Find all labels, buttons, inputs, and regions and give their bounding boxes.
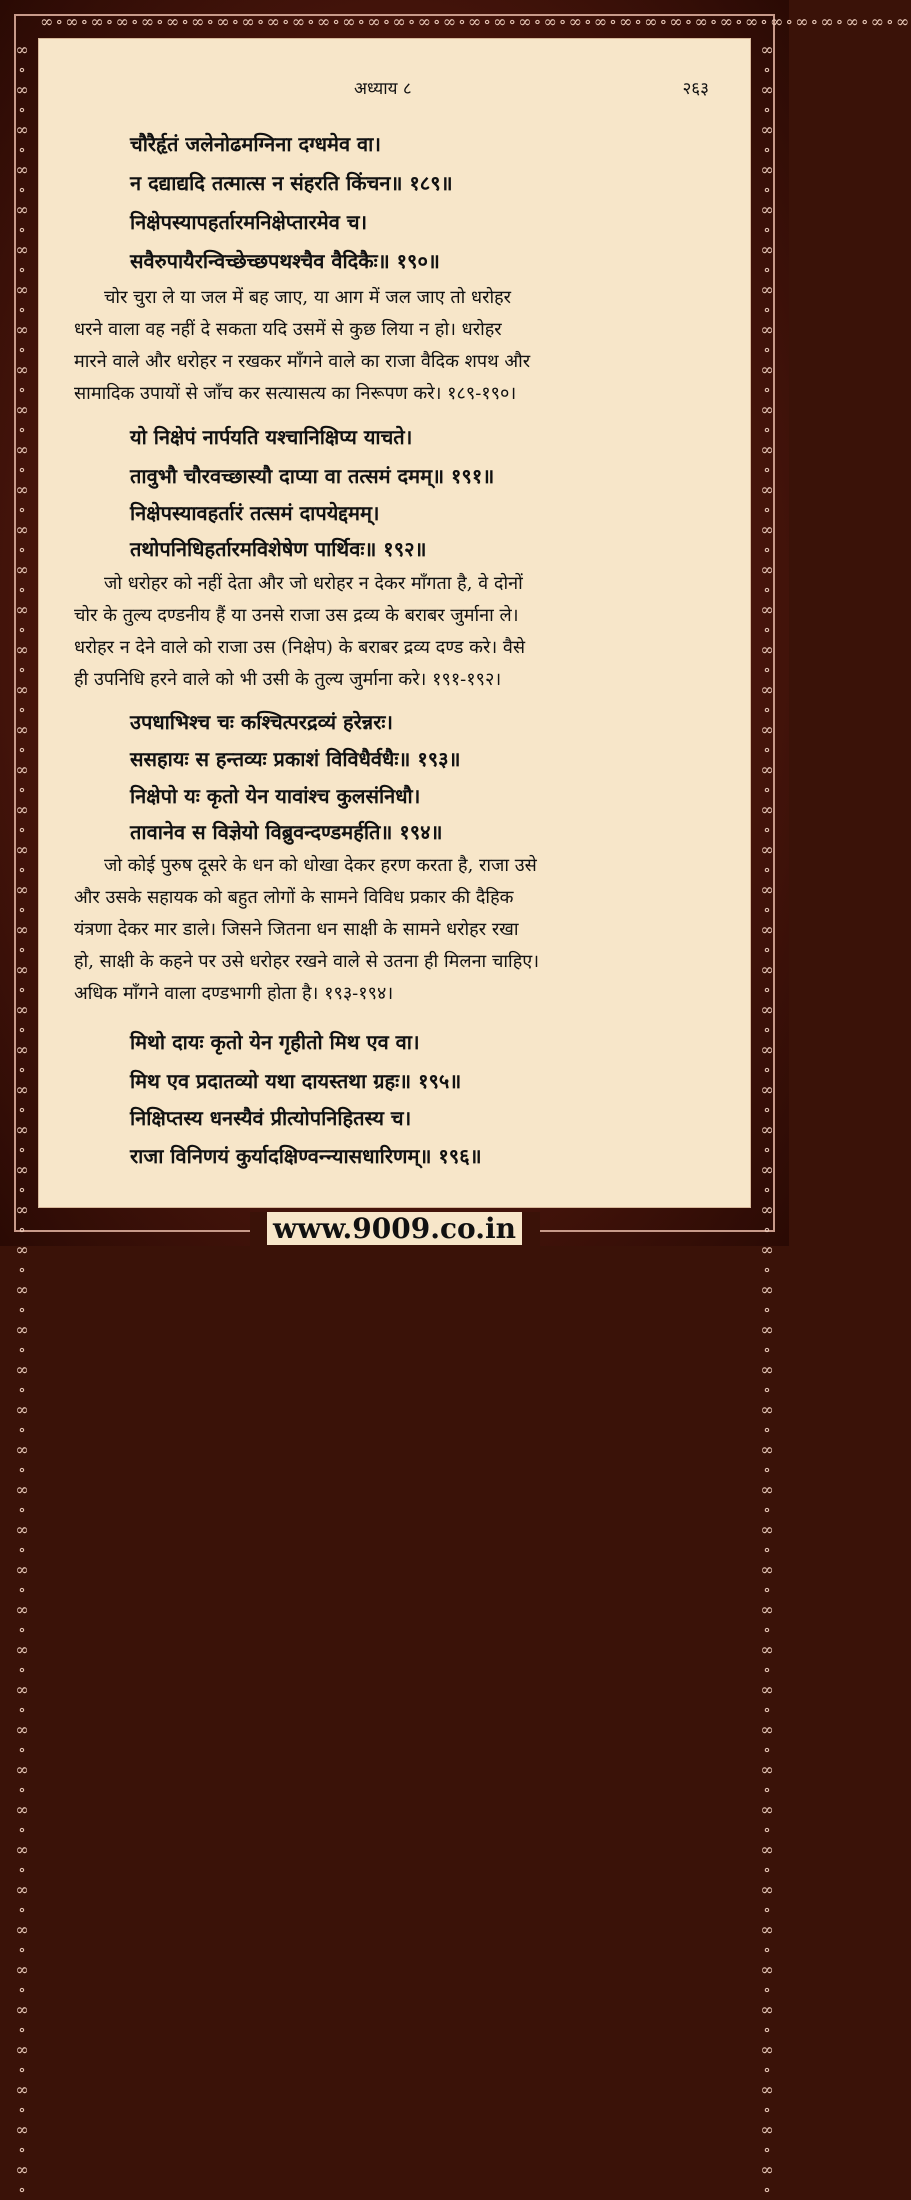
- paragraph-line: जो कोई पुरुष दूसरे के धन को धोखा देकर हरण करता है, राजा उसे: [104, 855, 537, 876]
- paragraph-line: चोर के तुल्य दण्डनीय हैं या उनसे राजा उस द्रव्य के बराबर जुर्माना ले।: [74, 605, 519, 626]
- paragraph-line: चोर चुरा ले या जल में बह जाए, या आग में जल जाए तो धरोहर: [104, 287, 512, 308]
- paragraph-line: ही उपनिधि हरने वाले को भी उसी के तुल्य जुर्माना करे। १९१-१९२।: [74, 669, 502, 690]
- paragraph-line: सामादिक उपायों से जाँच कर सत्यासत्य का निरूपण करे। १८९-१९०।: [74, 383, 517, 404]
- paragraph-line: धरोहर न देने वाले को राजा उस (निक्षेप) के बराबर द्रव्य दण्ड करे। वैसे: [74, 637, 526, 658]
- verse-line: निक्षेपो यः कृतो येन यावांश्च कुलसंनिधौ।: [130, 784, 421, 808]
- paragraph-line: मारने वाले और धरोहर न रखकर माँगने वाले का राजा वैदिक शपथ और: [74, 351, 531, 372]
- paragraph-line: हो, साक्षी के कहने पर उसे धरोहर रखने वाले से उतना ही मिलना चाहिए।: [74, 951, 540, 972]
- paragraph-line: जो धरोहर को नहीं देता और जो धरोहर न देकर माँगता है, वे दोनों: [104, 573, 523, 594]
- paragraph-line: धरने वाला वह नहीं दे सकता यदि उसमें से कुछ लिया न हो। धरोहर: [74, 319, 502, 340]
- book-page: [38, 38, 751, 1208]
- left-ornament-border: ∞∘∞∘∞∘∞∘∞∘∞∘∞∘∞∘∞∘∞∘∞∘∞∘∞∘∞∘∞∘∞∘∞∘∞∘∞∘∞∘∞∘∞∘∞∘∞∘∞∘∞∘∞∘∞∘∞∘∞∘∞∘∞∘∞∘∞∘∞∘∞∘∞∘∞∘∞∘∞∘∞∘∞∘∞∘∞∘∞∘∞∘∞∘∞∘∞∘∞∘∞∘∞∘∞∘∞∘: [15, 40, 29, 2199]
- verse-line: ससहायः स हन्तव्यः प्रकाशं विविधैर्वधैः॥ १९३॥: [130, 747, 461, 771]
- verse-line: उपधाभिश्च चः कश्चित्परद्रव्यं हरेन्नरः।: [130, 710, 394, 734]
- top-ornament-border: ∞∘∞∘∞∘∞∘∞∘∞∘∞∘∞∘∞∘∞∘∞∘∞∘∞∘∞∘∞∘∞∘∞∘∞∘∞∘∞∘∞∘∞∘∞∘∞∘∞∘∞∘∞∘∞∘∞∘∞∘∞∘∞∘∞∘∞∘∞: [40, 12, 911, 31]
- page-header: [38, 76, 751, 106]
- paragraph-line: और उसके सहायक को बहुत लोगों के सामने विविध प्रकार की दैहिक: [74, 887, 514, 908]
- paragraph-line: यंत्रणा देकर मार डाले। जिसने जितना धन साक्षी के सामने धरोहर रखा: [74, 919, 519, 940]
- translation-paragraph: [74, 850, 718, 1010]
- verse-line: मिथो दायः कृतो येन गृहीतो मिथ एव वा।: [130, 1030, 420, 1054]
- verse-line: निक्षिप्तस्य धनस्यैवं प्रीत्योपनिहितस्य च।: [130, 1106, 412, 1130]
- translation-paragraph: [74, 282, 718, 410]
- page-number: २६३: [682, 79, 709, 99]
- website-link[interactable]: [0, 1212, 789, 1245]
- verse-line: राजा विनिणयं कुर्यादक्षिण्वन्न्यासधारिणम्॥ १९६॥: [130, 1144, 482, 1168]
- right-ornament-border: ∞∘∞∘∞∘∞∘∞∘∞∘∞∘∞∘∞∘∞∘∞∘∞∘∞∘∞∘∞∘∞∘∞∘∞∘∞∘∞∘∞∘∞∘∞∘∞∘∞∘∞∘∞∘∞∘∞∘∞∘∞∘∞∘∞∘∞∘∞∘∞∘∞∘∞∘∞∘∞∘∞∘∞∘∞∘∞∘∞∘∞∘∞∘∞∘∞∘∞∘∞∘∞∘∞∘∞∘: [760, 40, 774, 2199]
- verse-line: तावानेव स विज्ञेयो विब्रुवन्दण्डमर्हति॥ १९४॥: [130, 820, 443, 844]
- verse-line: चौरैर्हृतं जलेनोढमग्निना दग्धमेव वा।: [130, 132, 381, 156]
- verse-line: तावुभौ चौरवच्छास्यौ दाप्या वा तत्समं दमम्॥ १९१॥: [130, 464, 495, 488]
- verse-line: निक्षेपस्यापहर्तारमनिक्षेप्तारमेव च।: [130, 210, 368, 234]
- verse-line: यो निक्षेपं नार्पयति यश्चानिक्षिप्य याचते।: [130, 425, 413, 449]
- website-label: www.9009.co.in: [267, 1212, 522, 1245]
- chapter-title: अध्याय ८: [354, 79, 412, 99]
- verse-line: सवैरुपायैरन्विच्छेच्छपथश्चैव वैदिकैः॥ १९०॥: [130, 249, 440, 273]
- verse-line: न दद्याद्यदि तत्मात्स न संहरति किंचन॥ १८९॥: [130, 171, 453, 195]
- verse-line: निक्षेपस्यावहर्तारं तत्समं दापयेद्दमम्।: [130, 501, 380, 525]
- verse-line: तथोपनिधिहर्तारमविशेषेण पार्थिवः॥ १९२॥: [130, 537, 427, 561]
- verse-line: मिथ एव प्रदातव्यो यथा दायस्तथा ग्रहः॥ १९५॥: [130, 1069, 462, 1093]
- paragraph-line: अधिक माँगने वाला दण्डभागी होता है। १९३-१९४।: [74, 983, 394, 1004]
- translation-paragraph: [74, 568, 718, 696]
